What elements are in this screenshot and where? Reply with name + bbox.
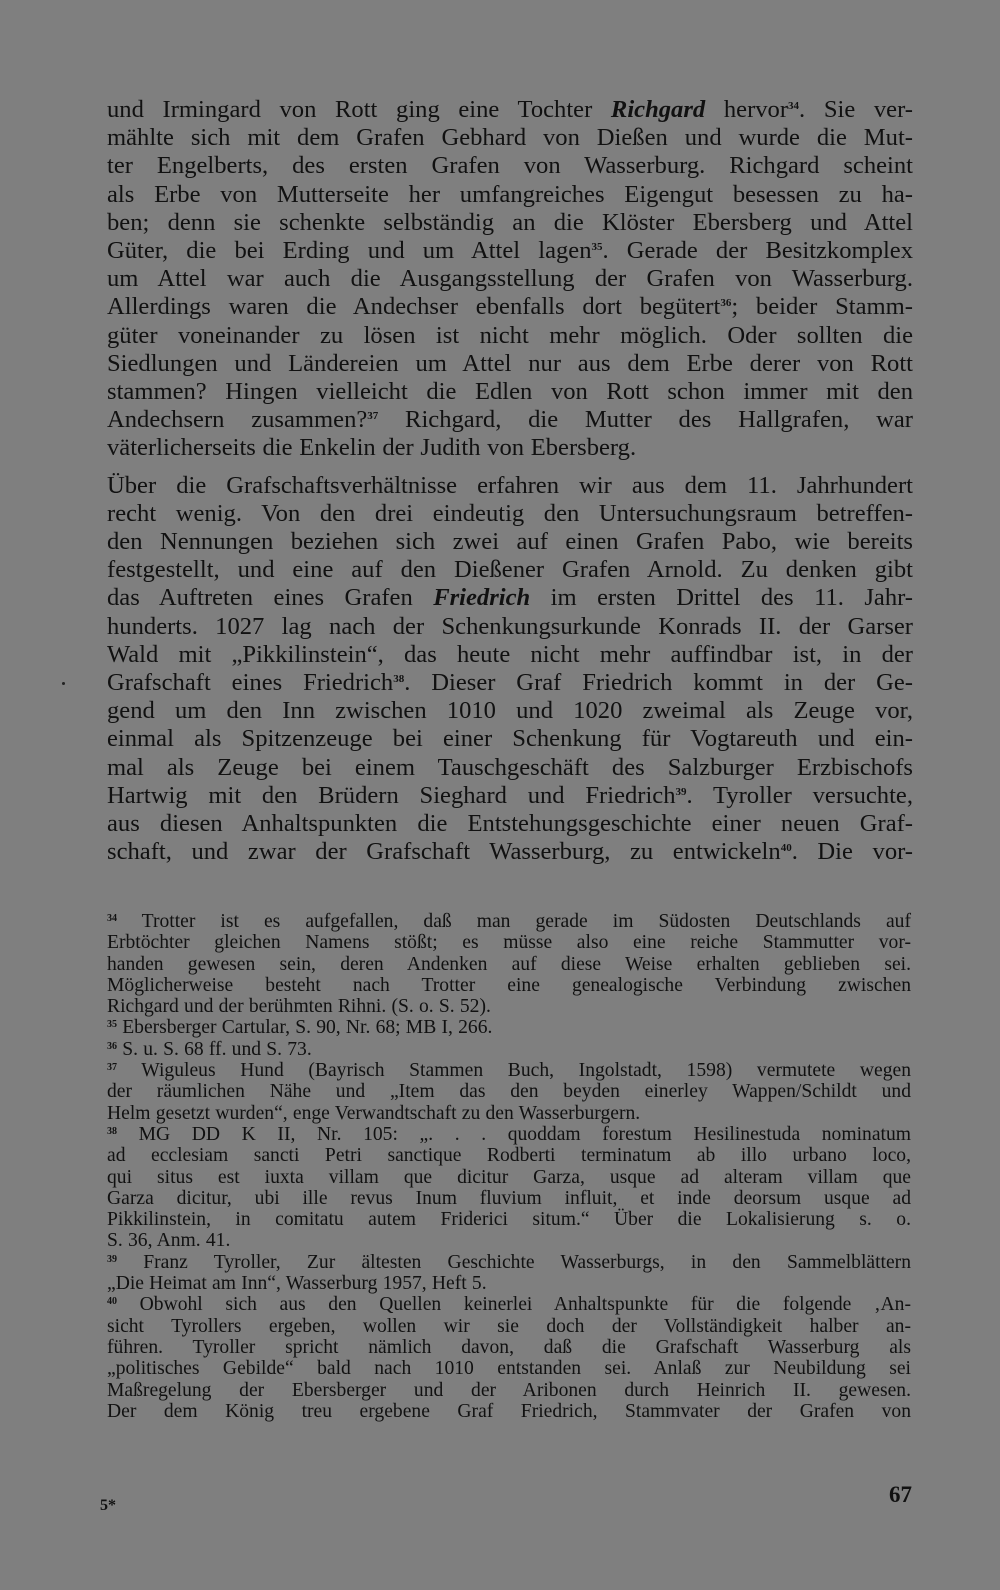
text-segment: aus diesen Anhaltspunkten die Entstehungsgeschichte einer neuen Graf- [107,810,913,838]
main-text [107,96,913,866]
text-segment: Hartwig mit den Brüdern Sieghard und Friedrich [107,781,676,809]
text-line [107,810,913,838]
margin-dot [62,682,65,685]
text-segment: MG DD K II, Nr. 105: „. . . quoddam forestum Hesilinestuda nominatum [117,1123,911,1145]
text-segment: Über die Grafschaftsverhältnisse erfahren wir aus dem 11. Jahrhundert [107,471,913,499]
footnote-marker: 40 [780,842,792,855]
text-segment: im ersten Drittel des 11. Jahr- [530,584,913,612]
text-segment: den Nennungen beziehen sich zwei auf einen Grafen Pabo, wie bereits [107,528,913,556]
text-segment: väterlicherseits die Enkelin der Judith von Ebersberg. [107,434,637,462]
text-segment: das Auftreten eines Grafen [107,584,434,612]
footnote-line [107,1209,911,1230]
text-segment: hunderts. 1027 lag nach der Schenkungsurkunde Konrads II. der Garser [107,612,913,640]
footnote-line [107,954,911,975]
text-segment: der räumlichen Nähe und „Item das den beyden einerley Wappen/Schildt und [107,1081,911,1103]
footnote-marker: 34 [788,100,800,112]
text-segment: . Die vor- [791,838,913,866]
body-paragraph [107,96,913,463]
footnote-marker: 35 [591,241,603,254]
text-segment: . Sie ver- [799,96,913,123]
text-line [107,556,913,584]
footnote-marker: 34 [107,913,117,924]
text-line [107,265,913,293]
text-line [107,782,913,810]
text-segment: um Attel war auch die Ausgangsstellung der Grafen von Wasserburg. [107,265,913,293]
text-segment: ter Engelberts, des ersten Grafen von Wasserburg. Richgard scheint [107,152,913,180]
text-line [107,641,913,669]
text-line [107,725,913,753]
footnote-line [107,1167,911,1188]
text-segment: Ebersberger Cartular, S. 90, Nr. 68; MB I, 266. [117,1017,493,1039]
text-segment: güter voneinander zu lösen ist nicht mehr möglich. Oder sollten die [107,321,913,349]
text-segment: Wald mit „Pikkilinstein“, das heute nicht mehr auffindbar ist, in der [107,640,913,668]
footnote-marker: 37 [367,410,379,423]
text-segment: „politisches Gebilde“ bald nach 1010 entstanden sei. Anlaß zur Neubildung sei [107,1358,911,1380]
text-segment: ad ecclesiam sancti Petri sanctique Rodberti terminatum ab illo urbano loco, [107,1145,911,1167]
text-segment: ; beider Stamm- [731,293,913,321]
text-segment: als Erbe von Mutterseite her umfangreiches Eigengut besessen zu ha- [107,180,913,208]
footnote-line [107,1273,911,1294]
text-segment: Wiguleus Hund (Bayrisch Stammen Buch, Ingolstadt, 1598) vermutete wegen [117,1060,911,1082]
footnote-line [107,1188,911,1209]
footnote-marker: 36 [107,1040,117,1052]
footnote-line [107,1060,911,1081]
text-segment: sicht Tyrollers ergeben, wollen wir sie doch der Vollständigkeit halber an- [107,1315,911,1337]
footnotes [107,911,911,1422]
text-segment: Helm gesetzt wurden“, enge Verwandtschaft zu den Wasserburgern. [107,1102,641,1124]
footnote-marker: 39 [107,1253,117,1265]
footnote-line [107,975,911,996]
text-segment: Der dem König treu ergebene Graf Friedrich, Stammvater der Grafen von [107,1400,911,1422]
footnote-line [107,1145,911,1166]
text-segment: . Dieser Graf Friedrich kommt in der Ge- [404,669,913,697]
footnote-marker: 35 [107,1019,117,1031]
footnote-line [107,911,911,932]
footnote-line [107,1081,911,1102]
body-paragraph [107,472,913,867]
footnote-line [107,1103,911,1124]
footnote-line [107,1252,911,1273]
text-segment: führen. Tyroller spricht nämlich davon, daß die Grafschaft Wasserburg als [107,1336,911,1358]
text-line [107,613,913,641]
text-segment: „Die Heimat am Inn“, Wasserburg 1957, Heft 5. [107,1273,487,1295]
text-line [107,378,913,406]
text-segment: Trotter ist es aufgefallen, daß man gerade im Südosten Deutschlands auf [117,911,911,932]
text-line [107,669,913,697]
text-segment: schaft, und zwar der Grafschaft Wasserburg, zu entwickeln [107,838,781,866]
signature-mark: 5* [100,1497,116,1514]
footnote-line [107,996,911,1017]
text-line [107,237,913,265]
text-line [107,472,913,500]
text-line [107,181,913,209]
emphasized-name: Richgard [610,96,706,123]
text-line [107,584,913,612]
footnote-marker: 38 [107,1125,117,1137]
footnote-line [107,932,911,953]
text-segment: S. 36, Anm. 41. [107,1230,231,1252]
text-line [107,293,913,321]
text-segment: Siedlungen und Ländereien um Attel nur aus dem Erbe derer von Rott [107,349,913,377]
footnote-line [107,1380,911,1401]
text-segment: . Gerade der Besitzkomplex [602,237,913,265]
text-segment: Allerdings waren die Andechser ebenfalls dort begütert [107,293,721,321]
footnote-line [107,1230,911,1251]
text-segment: einmal als Spitzenzeuge bei einer Schenkung für Vogtareuth und ein- [107,725,913,753]
text-line [107,434,913,462]
footnote-marker: 38 [393,673,405,686]
text-segment: hervor [705,96,789,123]
text-segment: mählte sich mit dem Grafen Gebhard von Dießen und wurde die Mut- [107,124,913,152]
text-line [107,500,913,528]
text-segment: und Irmingard von Rott ging eine Tochter [107,96,611,123]
text-segment: stammen? Hingen vielleicht die Edlen von Rott schon immer mit den [107,378,913,406]
footnote-line [107,1039,911,1060]
text-line [107,754,913,782]
text-line [107,528,913,556]
text-segment: recht wenig. Von den drei eindeutig den Untersuchungsraum betreffen- [107,499,913,527]
footnote-marker: 39 [675,785,687,798]
footnote-line [107,1337,911,1358]
text-segment: qui situs est iuxta villam que dicitur Garza, usque ad alteram villam que [107,1166,911,1188]
text-segment: Möglicherweise besteht nach Trotter eine genealogische Verbindung zwischen [107,974,911,996]
text-segment: Andechsern zusammen? [107,406,368,434]
footnote-line [107,1316,911,1337]
text-line [107,350,913,378]
text-line [107,124,913,152]
text-segment: Maßregelung der Ebersberger und der Aribonen durch Heinrich II. gewesen. [107,1379,911,1401]
page-number: 67 [889,1482,912,1507]
text-segment: Erbtöchter gleichen Namens stößt; es müsse also eine reiche Stammutter vor- [107,932,911,954]
text-line [107,322,913,350]
text-segment: ben; denn sie schenkte selbständig an die Klöster Ebersberg und Attel [107,208,913,236]
text-segment: handen gewesen sein, deren Andenken auf diese Weise erhalten geblieben sei. [107,953,911,975]
text-segment: Richgard und der berühmten Rihni. (S. o. S. 52). [107,996,491,1018]
text-segment: festgestellt, und eine auf den Dießener Grafen Arnold. Zu denken gibt [107,556,913,584]
footnote-marker: 40 [107,1296,117,1308]
text-segment: S. u. S. 68 ff. und S. 73. [117,1038,312,1060]
text-line [107,96,913,124]
text-segment: . Tyroller versuchte, [686,781,913,809]
text-line [107,406,913,434]
text-segment: Richgard, die Mutter des Hallgrafen, war [378,406,913,434]
footnote-marker: 37 [107,1062,117,1074]
text-line [107,152,913,180]
footnote-line [107,1124,911,1145]
footnote-line [107,1358,911,1379]
text-line [107,697,913,725]
text-segment: mal als Zeuge bei einem Tauschgeschäft des Salzburger Erzbischofs [107,753,913,781]
footnote-line [107,1401,911,1422]
text-segment: Güter, die bei Erding und um Attel lagen [107,237,592,265]
text-segment: Obwohl sich aus den Quellen keinerlei Anhaltspunkte für die folgende ‚An- [117,1294,911,1316]
footnote-line [107,1017,911,1038]
text-segment: Grafschaft eines Friedrich [107,669,394,697]
footnote-line [107,1294,911,1315]
text-segment: gend um den Inn zwischen 1010 und 1020 zweimal als Zeuge vor, [107,697,913,725]
text-segment: Franz Tyroller, Zur ältesten Geschichte Wasserburgs, in den Sammelblättern [117,1251,911,1273]
text-line [107,209,913,237]
text-segment: Pikkilinstein, in comitatu autem Friderici situm.“ Über die Lokalisierung s. o. [107,1209,911,1231]
text-segment: Garza dicitur, ubi ille revus Inum fluvium influit, et inde deorsum usque ad [107,1187,911,1209]
emphasized-name: Friedrich [433,584,531,612]
text-line [107,838,913,866]
footnote-marker: 36 [720,297,732,310]
